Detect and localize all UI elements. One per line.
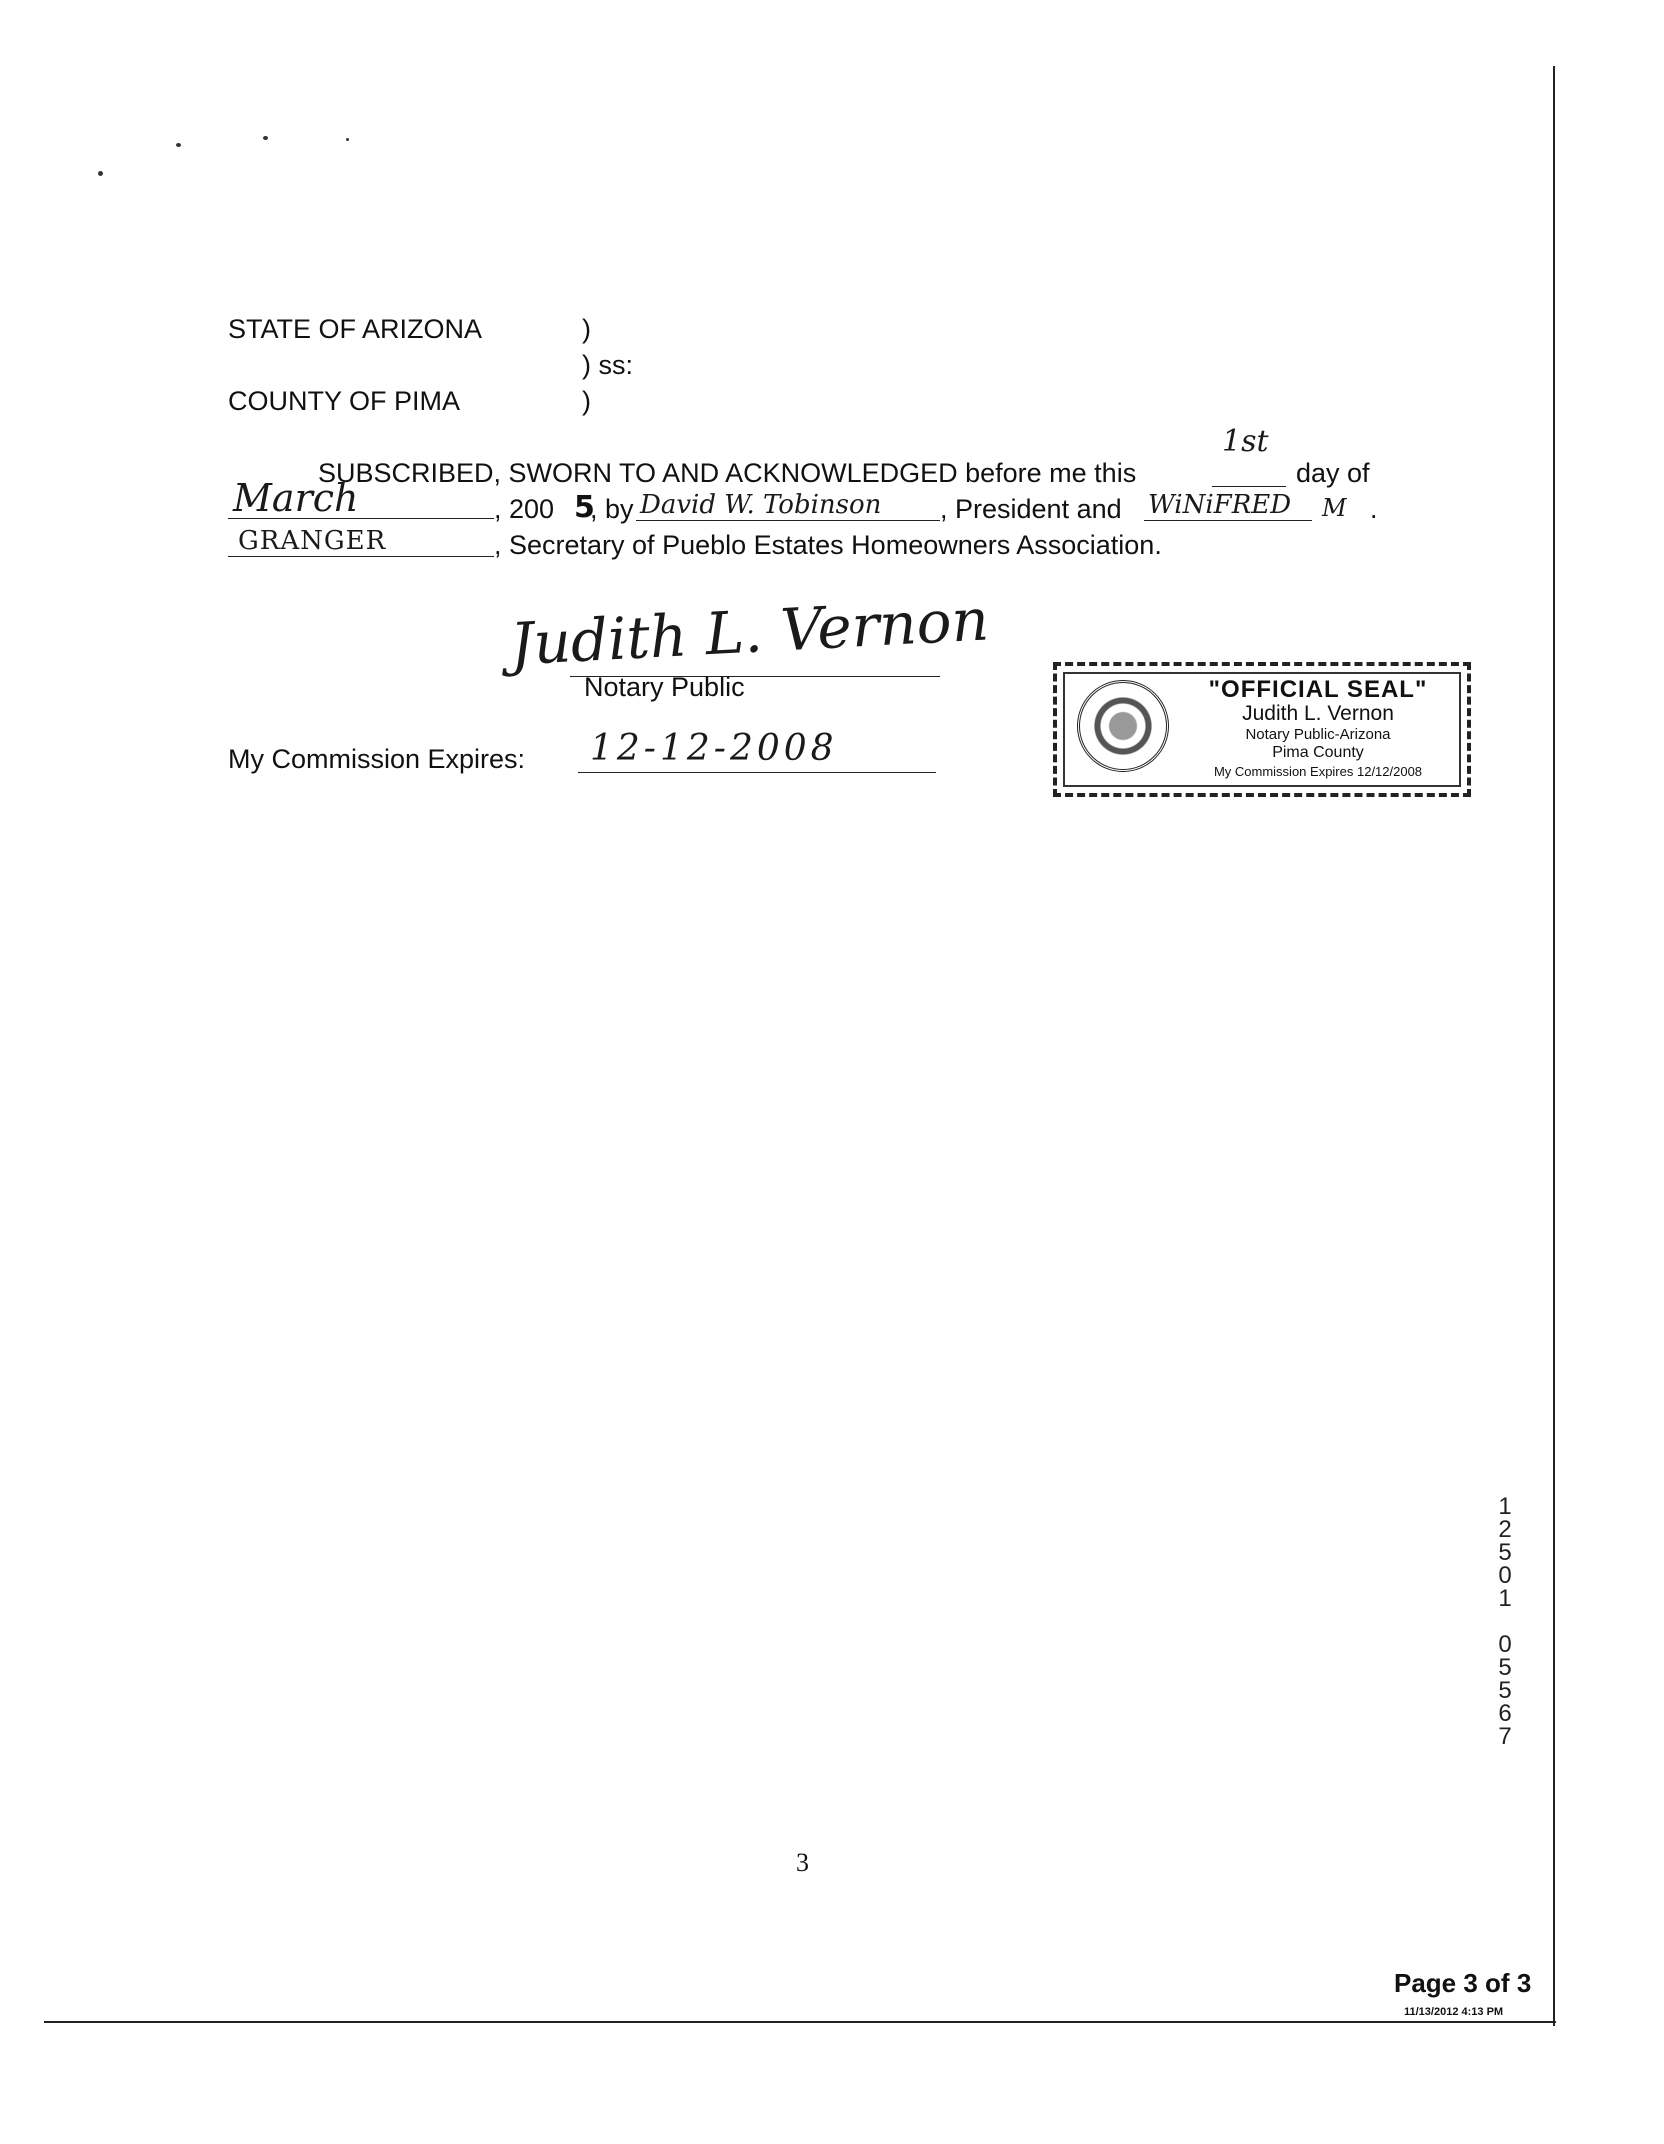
venue-ss: ) ss:	[582, 350, 633, 380]
year-digit-handwritten: 5	[574, 490, 595, 525]
commission-date-handwritten: 12-12-2008	[590, 728, 838, 769]
day-handwritten: 1st	[1222, 424, 1269, 459]
margin-document-number	[1494, 1495, 1516, 1748]
margin-digit: 5	[1498, 1539, 1512, 1566]
scan-speck	[176, 143, 181, 147]
ack-period: .	[1370, 494, 1378, 524]
ack-day-of: day of	[1296, 458, 1370, 488]
margin-digit: 0	[1498, 1562, 1512, 1589]
margin-digit: 7	[1498, 1723, 1512, 1750]
right-page-rule	[1553, 66, 1555, 2026]
margin-digit: 6	[1498, 1700, 1512, 1727]
venue-state: STATE OF ARIZONA	[228, 314, 483, 344]
margin-digit: 0	[1498, 1631, 1512, 1658]
official-seal-stamp	[1053, 662, 1471, 797]
secretary-last-handwritten: GRANGER	[238, 526, 387, 556]
president-blank-underline	[636, 520, 940, 521]
commission-label: My Commission Expires:	[228, 744, 526, 774]
president-name-handwritten: David W. Tobinson	[640, 490, 882, 520]
margin-digit: 5	[1498, 1677, 1512, 1704]
secretary-first-underline	[1144, 520, 1312, 521]
seal-expires: My Commission Expires 12/12/2008	[1213, 764, 1423, 779]
venue-paren-1: )	[582, 314, 591, 344]
secretary-last-underline	[228, 556, 494, 557]
margin-digit: 2	[1498, 1516, 1512, 1543]
month-handwritten: March	[233, 476, 359, 520]
day-blank-underline	[1212, 486, 1286, 487]
margin-digit: 5	[1498, 1654, 1512, 1681]
print-timestamp: 11/13/2012 4:13 PM	[1404, 2006, 1504, 2018]
seal-name: Judith L. Vernon	[1242, 702, 1394, 725]
bottom-page-rule	[44, 2021, 1556, 2023]
ack-secretary-text: , Secretary of Pueblo Estates Homeowners Association.	[494, 530, 1162, 560]
scan-speck	[263, 136, 268, 140]
month-blank-underline	[228, 518, 494, 519]
margin-digit: 1	[1498, 1493, 1512, 1520]
margin-digit	[1494, 1610, 1516, 1633]
page-of-label: Page 3 of 3	[1394, 1968, 1532, 1998]
ack-president-text: , President and	[940, 494, 1122, 524]
ack-by: , by	[590, 494, 634, 524]
seal-title: "OFFICIAL SEAL"	[1208, 676, 1428, 703]
state-seal-emblem	[1077, 680, 1169, 772]
secretary-middle-handwritten: M	[1322, 494, 1347, 522]
venue-paren-3: )	[582, 386, 591, 416]
notary-signature: Judith L. Vernon	[508, 585, 991, 679]
notary-public-label: Notary Public	[584, 672, 745, 702]
secretary-first-handwritten: WiNiFRED	[1148, 490, 1292, 520]
seal-role: Notary Public-Arizona	[1245, 726, 1391, 743]
ack-year-prefix: , 200	[494, 494, 555, 524]
commission-date-underline	[578, 772, 936, 773]
ack-line1-text: SUBSCRIBED, SWORN TO AND ACKNOWLEDGED before me this	[318, 458, 1137, 488]
seal-county: Pima County	[1272, 744, 1364, 761]
scan-speck	[346, 138, 349, 141]
margin-digit: 1	[1498, 1585, 1512, 1612]
scan-speck	[98, 171, 103, 176]
venue-county: COUNTY OF PIMA	[228, 386, 461, 416]
page-number: 3	[796, 1848, 809, 1877]
